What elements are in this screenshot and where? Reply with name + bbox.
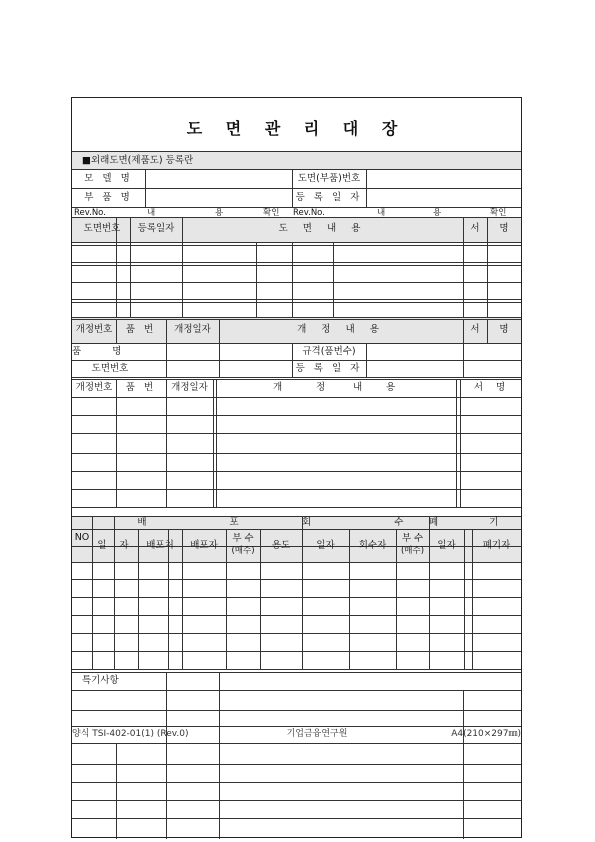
- divider: [145, 169, 146, 207]
- divider: [72, 415, 521, 416]
- divider: [168, 529, 169, 669]
- divider: [463, 319, 464, 377]
- divider: [166, 379, 167, 507]
- col-collected-sheets: (매수): [400, 546, 425, 556]
- remarks-label: 특기사항: [82, 675, 119, 686]
- group-distribution: 배 포: [137, 517, 279, 528]
- divider: [116, 319, 117, 343]
- divider: [72, 471, 521, 472]
- registration-date-label: 등 록 일 자: [295, 192, 363, 203]
- divider: [219, 672, 220, 839]
- col-sign: 서: [470, 223, 480, 234]
- rev-content-header: 내: [147, 208, 156, 218]
- col-purpose: 용도: [271, 540, 291, 551]
- divider: [396, 529, 397, 669]
- divider: [366, 169, 367, 207]
- col-collection-date: 일자: [316, 540, 335, 551]
- divider: [72, 800, 521, 801]
- col-disposer: 폐기자: [482, 540, 511, 551]
- divider: [460, 379, 461, 507]
- col-no: NO: [74, 532, 90, 543]
- divider: [182, 529, 183, 669]
- divider: [130, 218, 131, 317]
- divider: [116, 743, 117, 839]
- model-name-label: 모 델 명: [84, 173, 133, 184]
- divider: [72, 188, 521, 189]
- divider: [72, 433, 521, 434]
- divider: [72, 669, 521, 670]
- group-collection: 회 수: [302, 517, 444, 528]
- rev-content-header: 내: [377, 208, 386, 218]
- divider: [72, 319, 521, 320]
- col-revision-number: 개정번호: [75, 324, 113, 335]
- divider: [72, 245, 521, 246]
- rev-content-header: 용: [215, 208, 224, 218]
- divider: [213, 379, 214, 507]
- col-copies: 부 수: [232, 533, 254, 544]
- divider: [72, 579, 521, 580]
- divider: [429, 516, 430, 669]
- rev-confirm-header: 확인: [263, 208, 280, 218]
- divider: [72, 507, 521, 508]
- divider: [72, 672, 521, 673]
- spec-label: 규격(품번수): [302, 346, 356, 357]
- divider: [219, 319, 220, 377]
- drawing-number-label: 도면번호: [91, 363, 129, 374]
- divider: [72, 818, 521, 819]
- divider: [72, 615, 521, 616]
- col-item-number: 품 번: [125, 382, 157, 393]
- divider: [72, 262, 521, 263]
- col-date: 일: [97, 540, 107, 551]
- divider: [166, 672, 167, 839]
- form-number: 양식 TSI-402-01(1) (Rev.0): [72, 729, 189, 739]
- divider: [72, 597, 521, 598]
- registration-date-label: 등 록 일 자: [295, 363, 363, 374]
- divider: [72, 317, 521, 318]
- divider: [166, 319, 167, 377]
- col-sign: 서 명: [473, 382, 511, 393]
- col-distributor: 배포자: [190, 540, 218, 551]
- divider: [463, 690, 464, 839]
- col-collector: 회수자: [358, 540, 387, 551]
- divider: [72, 562, 521, 563]
- divider: [72, 242, 521, 243]
- divider: [72, 397, 521, 398]
- col-collected-copies: 부 수: [401, 533, 424, 544]
- divider: [182, 218, 183, 317]
- col-revision-content: 용: [386, 382, 396, 393]
- divider: [72, 782, 521, 783]
- col-sign: 명: [499, 223, 509, 234]
- divider: [72, 633, 521, 634]
- divider: [92, 516, 93, 669]
- col-revision-content: 개 정 내 용: [297, 324, 385, 335]
- col-disposal-date: 일자: [437, 540, 456, 551]
- divider: [72, 489, 521, 490]
- col-item-number: 품 번: [125, 324, 157, 335]
- drawing-management-form: [71, 97, 522, 838]
- col-revision-number: 개정번호: [75, 382, 113, 393]
- col-revision-date: 개정일자: [174, 324, 211, 335]
- col-distributor-place: 배포처: [146, 540, 174, 551]
- divider: [464, 529, 465, 669]
- divider: [72, 651, 521, 652]
- divider: [292, 242, 293, 317]
- divider: [72, 343, 521, 344]
- group-disposal: 폐 기: [429, 517, 523, 528]
- divider: [72, 302, 521, 303]
- divider: [72, 265, 521, 266]
- col-drawing-number: 도면번호: [83, 223, 121, 234]
- col-revision-content: 개: [273, 382, 283, 393]
- rev-confirm-header: 확인: [490, 208, 507, 218]
- col-revision-content: 내: [353, 382, 363, 393]
- col-date: 자: [119, 540, 129, 551]
- divider: [256, 242, 257, 317]
- col-revision-date: 개정일자: [171, 382, 208, 393]
- divider: [472, 529, 473, 669]
- organization-name: 기업금융연구원: [286, 729, 348, 739]
- part-name-label: 부 품 명: [84, 192, 133, 203]
- divider: [72, 453, 521, 454]
- divider: [487, 218, 488, 317]
- col-revision-content: 정: [316, 382, 326, 393]
- divider: [72, 169, 521, 170]
- divider: [333, 242, 334, 317]
- divider: [487, 319, 488, 343]
- item-name-label: 품 명: [72, 346, 136, 357]
- divider: [72, 360, 521, 361]
- divider: [463, 218, 464, 317]
- divider: [72, 379, 521, 380]
- divider: [302, 516, 303, 669]
- divider: [366, 343, 367, 377]
- divider: [260, 529, 261, 669]
- col-sign: 명: [499, 324, 509, 335]
- divider: [72, 299, 521, 300]
- divider: [116, 218, 117, 317]
- divider: [456, 379, 457, 507]
- divider: [72, 377, 521, 378]
- rev-content-header: 용: [433, 208, 442, 218]
- section-header-external: ■외래도면(제품도) 등록란: [82, 155, 194, 166]
- page-title: 도 면 관 리 대 장: [186, 119, 407, 138]
- divider: [116, 379, 117, 507]
- divider: [72, 710, 521, 711]
- divider: [349, 529, 350, 669]
- col-sign: 서: [470, 324, 480, 335]
- paper-size: A4(210×297㎜): [451, 729, 521, 739]
- divider: [72, 764, 521, 765]
- divider: [226, 529, 227, 669]
- divider: [138, 529, 139, 669]
- divider: [114, 516, 115, 669]
- drawing-number-label: 도면(부품)번호: [297, 173, 361, 184]
- divider: [72, 690, 521, 691]
- rev-no-header: Rev.No.: [293, 208, 325, 218]
- col-copies-sheets: (매수): [231, 546, 255, 556]
- divider: [72, 743, 521, 744]
- divider: [216, 379, 217, 507]
- rev-no-header: Rev.No.: [74, 208, 106, 218]
- divider: [72, 282, 521, 283]
- col-registration-date: 등록일자: [137, 223, 175, 234]
- col-drawing-content: 도 면 내 용: [278, 223, 367, 234]
